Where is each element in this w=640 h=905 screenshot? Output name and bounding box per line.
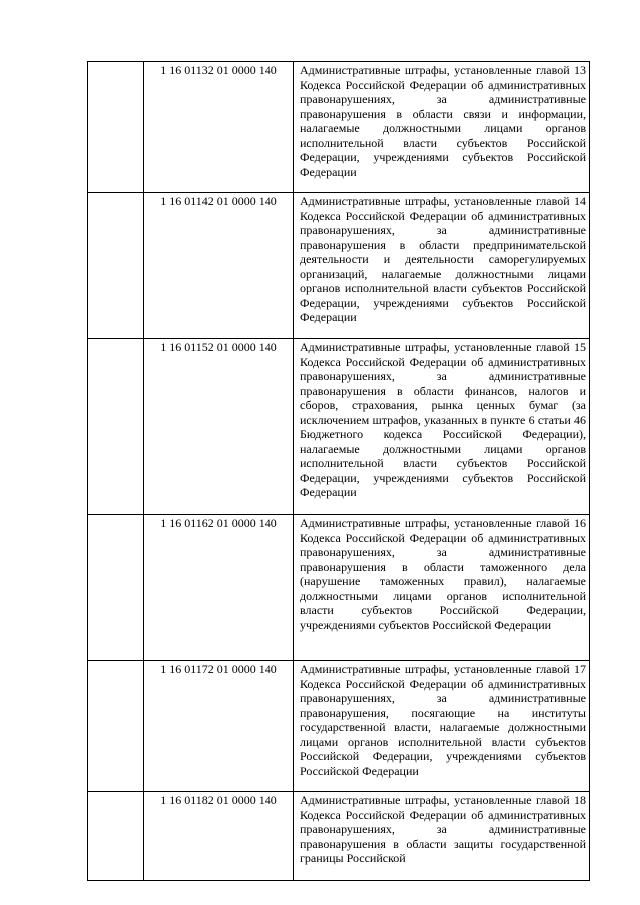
- description-cell: Административные штрафы, установленные главой 17 Кодекса Российской Федерации об административных правонарушениях, за административные правонарушения, посягающие на институты государственной власти, налагаемые должностными лицами органов исполнительной власти субъектов Российской Федерации, учреждениями субъектов Российской Федерации: [294, 661, 590, 792]
- description-cell: Административные штрафы, установленные главой 18 Кодекса Российской Федерации об административных правонарушениях, за административные правонарушения в области защиты государственной границы Российской: [294, 792, 590, 881]
- blank-cell: [88, 193, 144, 339]
- budget-code-table: [87, 61, 590, 881]
- code-cell: 1 16 01132 01 0000 140: [144, 62, 294, 193]
- table-row: [88, 792, 590, 881]
- blank-cell: [88, 339, 144, 515]
- description-cell: Административные штрафы, установленные главой 13 Кодекса Российской Федерации об административных правонарушениях, за административные правонарушения в области связи и информации, налагаемые должностными лицами органов исполнительной власти субъектов Российской Федерации, учреждениями субъектов Российской Федерации: [294, 62, 590, 193]
- code-cell: 1 16 01182 01 0000 140: [144, 792, 294, 881]
- blank-cell: [88, 62, 144, 193]
- code-cell: 1 16 01172 01 0000 140: [144, 661, 294, 792]
- description-cell: Административные штрафы, установленные главой 16 Кодекса Российской Федерации об административных правонарушениях, за административные правонарушения в области таможенного дела (нарушение таможенных правил), налагаемые должностными лицами органов исполнительной власти субъектов Российской Федерации, учреждениями субъектов Российской Федерации: [294, 515, 590, 661]
- table-row: [88, 661, 590, 792]
- description-cell: Административные штрафы, установленные главой 14 Кодекса Российской Федерации об административных правонарушениях, за административные правонарушения в области предпринимательской деятельности и деятельности саморегулируемых организаций, налагаемые должностными лицами органов исполнительной власти субъектов Российской Федерации, учреждениями субъектов Российской Федерации: [294, 193, 590, 339]
- table-row: [88, 62, 590, 193]
- code-cell: 1 16 01142 01 0000 140: [144, 193, 294, 339]
- description-cell: Административные штрафы, установленные главой 15 Кодекса Российской Федерации об административных правонарушениях, за административные правонарушения в области финансов, налогов и сборов, страхования, рынка ценных бумаг (за исключением штрафов, указанных в пункте 6 статьи 46 Бюджетного кодекса Российской Федерации), налагаемые должностными лицами органов исполнительной власти субъектов Российской Федерации, учреждениями субъектов Российской Федерации: [294, 339, 590, 515]
- table-row: [88, 193, 590, 339]
- code-cell: 1 16 01162 01 0000 140: [144, 515, 294, 661]
- code-cell: 1 16 01152 01 0000 140: [144, 339, 294, 515]
- table-row: [88, 339, 590, 515]
- blank-cell: [88, 661, 144, 792]
- blank-cell: [88, 515, 144, 661]
- blank-cell: [88, 792, 144, 881]
- table-row: [88, 515, 590, 661]
